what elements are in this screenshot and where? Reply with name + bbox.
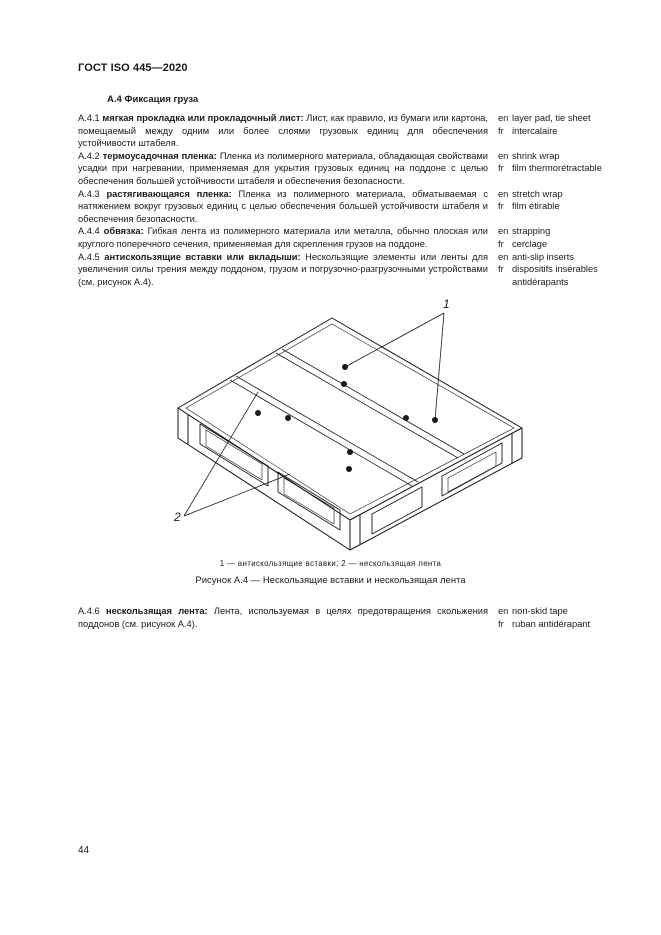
term-entry [78, 251, 618, 289]
lang-code: en [498, 113, 509, 123]
term-definition [78, 225, 488, 250]
equivalent-term: stretch wrap [512, 188, 563, 199]
figure-legend: 1 — антискользящие вставки; 2 — нескользящая лента [219, 559, 442, 568]
page-number: 44 [78, 845, 90, 856]
equivalent-term: dispositifs insérables antidérapants [512, 264, 598, 287]
lang-code: fr [498, 264, 504, 275]
term-definition [78, 150, 488, 188]
term-definition [78, 251, 488, 289]
term-equivalents [498, 605, 618, 630]
anti-slip-dot [403, 415, 409, 421]
term-number: А.4.3 [78, 188, 100, 199]
term-text: Лента, используемая в целях предотвращения скольжения поддонов (см. рисунок А.4). [78, 606, 488, 629]
lang-code: en [498, 188, 509, 199]
term-entry [78, 225, 618, 250]
equivalent-term: film thermorétractable [512, 163, 602, 174]
lang-code: fr [498, 238, 504, 249]
equivalent-term: intercalaire [512, 125, 558, 136]
equivalent-term: layer pad, tie sheet [512, 113, 591, 123]
term-text: Лист, как правило, из бумаги или картона, помещаемый между одним или более слоями грузовых единиц для обеспечения устойчивости штабеля. [78, 113, 488, 149]
term-definition [78, 188, 488, 226]
term-number: А.4.4 [78, 226, 100, 237]
equivalent-term: strapping [512, 226, 551, 237]
equivalent-term: ruban antidérapant [512, 618, 591, 629]
term-text: Гибкая лента из полимерного материала или металла, обычно плоская или круглого поперечного сечения, применяемая для скрепления грузов на поддоне. [78, 226, 488, 249]
lang-code: en [498, 150, 509, 161]
anti-slip-dot [341, 381, 347, 387]
pallet-top-deck [178, 318, 522, 520]
pallet-drawing [160, 292, 540, 554]
term-entry [78, 112, 618, 150]
anti-slip-dot [255, 410, 261, 416]
term-name: нескользящая лента: [105, 606, 208, 616]
callout-1: 1 [443, 297, 450, 311]
lang-code: fr [498, 163, 504, 174]
term-entry [78, 188, 618, 226]
lang-code: en [498, 226, 509, 237]
term-definition [78, 605, 488, 630]
term-equivalents [498, 188, 618, 226]
pallet-figure [160, 292, 540, 554]
term-entry [78, 150, 618, 188]
term-number: А.4.2 [78, 150, 100, 161]
lang-code: fr [498, 618, 504, 629]
equivalent-term: cerclage [512, 238, 548, 249]
equivalent-term: non-skid tape [512, 606, 568, 616]
figure-caption: Рисунок А.4 — Нескользящие вставки и нескользящая лента [195, 575, 466, 586]
term-text: Пленка из полимерного материала, обладающая свойствами усадки при нагревании, применяемая для укрытия грузовых единиц на поддоне с целью обеспечения большей устойчивости штабеля и обеспечения безопасности. [78, 150, 488, 186]
equivalent-term: film étirable [512, 201, 560, 212]
anti-slip-dot [346, 466, 352, 472]
term-entries [78, 112, 618, 288]
term-equivalents [498, 112, 618, 150]
term-equivalents [498, 150, 618, 188]
term-number: А.4.6 [78, 606, 100, 616]
lang-code: en [498, 606, 509, 616]
term-name: термоусадочная пленка: [102, 150, 217, 161]
term-name: растягивающаяся пленка: [106, 188, 232, 199]
term-number: А.4.1 [78, 113, 100, 123]
anti-slip-dot [347, 449, 353, 455]
lang-code: fr [498, 201, 504, 212]
lang-code: fr [498, 125, 504, 136]
anti-slip-dot [285, 415, 291, 421]
callout-2: 2 [174, 510, 181, 524]
term-entries-after-figure [78, 605, 618, 630]
term-text: Нескользящие элементы или ленты для увеличения силы трения между поддоном, грузом и погрузочно-разгрузочными устройствами (см. рисунок А.4). [78, 251, 489, 287]
equivalent-term: anti-slip inserts [512, 251, 575, 262]
lang-code: en [498, 251, 509, 262]
term-name: обвязка: [103, 226, 144, 237]
term-equivalents [498, 251, 618, 289]
term-name: мягкая прокладка или прокладочный лист: [102, 113, 304, 123]
document-header: ГОСТ ISO 445—2020 [78, 62, 188, 74]
term-entry [78, 605, 618, 630]
term-name: антискользящие вставки или вкладыши: [104, 251, 301, 262]
term-equivalents [498, 225, 618, 250]
equivalent-term: shrink wrap [512, 150, 560, 161]
term-number: А.4.5 [78, 251, 100, 262]
term-definition [78, 112, 488, 150]
section-title: А.4 Фиксация груза [107, 94, 199, 105]
term-text: Пленка из полимерного материала, обматываемая с натяжением вокруг грузовых единиц с целью обеспечения большей устойчивости штабеля и обеспечения безопасности. [78, 188, 488, 224]
